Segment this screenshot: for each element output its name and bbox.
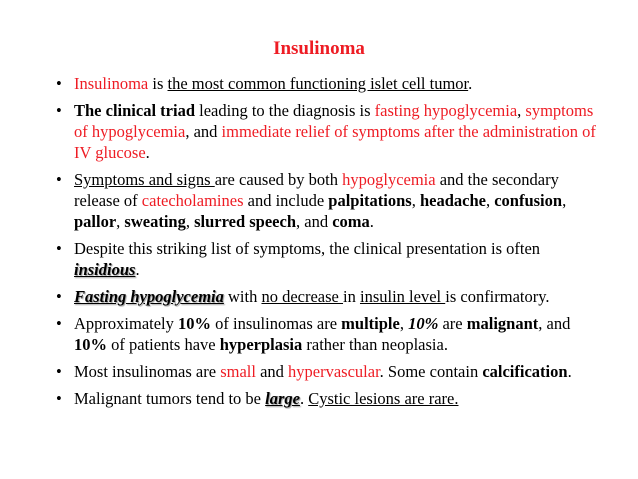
bullet-text-segment: fasting hypoglycemia [374,101,518,120]
bullet-text-segment: rather than neoplasia. [302,335,448,354]
bullet-text-segment: calcification [482,362,568,381]
bullet-text-segment: , [116,212,125,231]
bullet-text-segment: palpitations [328,191,412,210]
bullet-item [56,286,601,307]
bullet-text-segment: Despite this striking list of symptoms, the clinical presentation is often [74,239,541,258]
bullet-text-segment: large [265,389,300,408]
bullet-text-segment: confusion [494,191,563,210]
bullet-text-segment: , [562,191,567,210]
bullet-text-segment: catecholamines [141,191,244,210]
bullet-list [56,73,601,415]
bullet-text-segment: are caused by both [214,170,343,189]
bullet-text-segment: Insulinoma [74,74,149,93]
bullet-text-segment: 10% [74,335,107,354]
bullet-text-segment: , [485,191,495,210]
bullet-text-segment: , [399,314,409,333]
bullet-item [56,100,601,163]
bullet-text-segment: , [185,212,195,231]
bullet-text-segment: . [145,143,150,162]
bullet-item [56,313,601,355]
bullet-text-segment: slurred speech [194,212,296,231]
bullet-text-segment: . [135,260,140,279]
bullet-text-segment: no decrease [261,287,344,306]
bullet-text-segment: . Some contain [379,362,483,381]
bullet-text-segment: 10% [408,314,439,333]
bullet-text-segment: Cystic lesions are rare. [308,389,459,408]
bullet-text-segment: is [148,74,168,93]
bullet-item [56,361,601,382]
bullet-text-segment: , [517,101,526,120]
bullet-text-segment: the most common functioning islet cell tumor [167,74,469,93]
bullet-text-segment: of insulinomas are [211,314,342,333]
bullet-text-segment: hypoglycemia [342,170,436,189]
bullet-text-segment: is confirmatory. [445,287,550,306]
bullet-text-segment: Symptoms and signs [74,170,215,189]
bullet-text-segment: . [468,74,473,93]
bullet-text-segment: malignant [466,314,539,333]
bullet-text-segment: symptoms of hypoglycemia [74,101,594,141]
bullet-text-segment: headache [419,191,486,210]
bullet-text-segment: sweating [124,212,186,231]
bullet-text-segment: multiple [341,314,400,333]
bullet-text-segment: coma [332,212,370,231]
bullet-text-segment: insidious [74,260,136,279]
bullet-text-segment: pallor [74,212,117,231]
bullet-text-segment: leading to the diagnosis is [195,101,375,120]
bullet-text-segment: hypervascular [288,362,380,381]
bullet-text-segment: are [438,314,467,333]
bullet-text-segment: of patients have [107,335,220,354]
bullet-item [56,388,601,409]
bullet-text-segment: and include [243,191,329,210]
bullet-text-segment: in [343,287,360,306]
bullet-text-segment: small [220,362,256,381]
bullet-text-segment: , and [538,314,571,333]
bullet-text-segment: Most insulinomas are [74,362,221,381]
bullet-item [56,169,601,232]
bullet-text-segment: , and [296,212,333,231]
bullet-text-segment: and the secondary release of [74,170,559,210]
bullet-item [56,238,601,280]
bullet-text-segment: . [369,212,374,231]
bullet-text-segment: with [223,287,262,306]
bullet-text-segment: Fasting hypoglycemia [74,287,224,306]
bullet-text-segment: hyperplasia [219,335,303,354]
bullet-text-segment: Malignant tumors tend to be [74,389,266,408]
slide-title: Insulinoma [273,38,365,59]
bullet-text-segment: , and [185,122,222,141]
bullet-text-segment: immediate relief of symptoms after the administration of IV glucose [74,122,596,162]
bullet-text-segment: The clinical triad [74,101,195,120]
bullet-text-segment: . [299,389,309,408]
bullet-text-segment: . [567,362,572,381]
bullet-text-segment: insulin level [359,287,446,306]
bullet-text-segment: and [255,362,289,381]
bullet-text-segment: , [411,191,420,210]
bullet-text-segment: Approximately [74,314,179,333]
bullet-item [56,73,601,94]
bullet-text-segment: 10% [178,314,212,333]
